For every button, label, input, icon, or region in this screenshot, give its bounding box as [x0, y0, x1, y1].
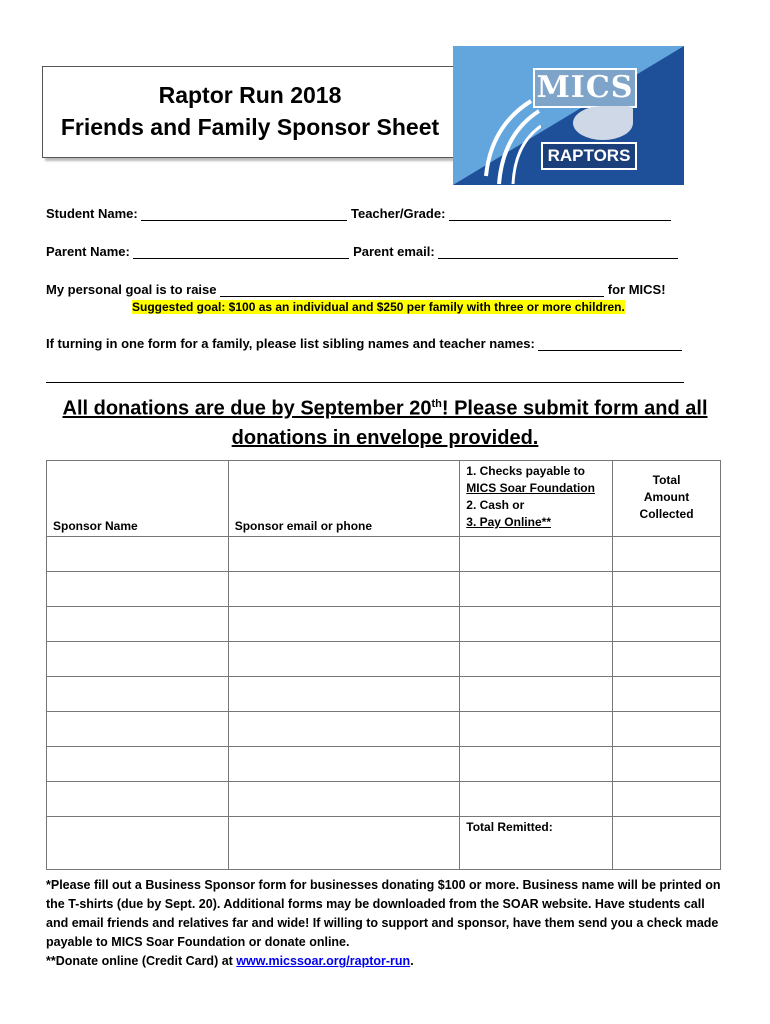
- sponsor-contact-cell[interactable]: [228, 607, 460, 642]
- sponsor-name-cell[interactable]: [47, 572, 229, 607]
- payment-cell[interactable]: [460, 537, 613, 572]
- table-row: [47, 607, 721, 642]
- amount-cell[interactable]: [613, 712, 721, 747]
- col-header-sponsor-contact: Sponsor email or phone: [228, 461, 460, 537]
- table-row: [47, 572, 721, 607]
- amount-cell[interactable]: [613, 782, 721, 817]
- business-sponsor-note: *Please fill out a Business Sponsor form for businesses donating $100 or more. Business name will be printed on the T-shirts (due by Sept. 20). Additional forms may be downloaded from the SOAR website. Have students call and email friends and relatives far and wide! If willing to support and sponsor, have them send you a check made payable to MICS Soar Foundation or donate online.: [46, 878, 721, 949]
- amount-cell[interactable]: [613, 607, 721, 642]
- student-name-row: [46, 206, 671, 221]
- payment-cell[interactable]: [460, 607, 613, 642]
- payment-cell[interactable]: [460, 572, 613, 607]
- sponsor-name-cell[interactable]: [47, 642, 229, 677]
- mics-raptors-logo: [453, 46, 684, 185]
- table-row: [47, 537, 721, 572]
- table-row: [47, 642, 721, 677]
- parent-name-field[interactable]: [133, 245, 349, 259]
- donate-online-note: **Donate online (Credit Card) at www.micssoar.org/raptor-run.: [46, 954, 414, 968]
- sponsor-name-cell[interactable]: [47, 712, 229, 747]
- sponsor-name-cell[interactable]: [47, 782, 229, 817]
- table-row: [47, 677, 721, 712]
- title-box: [42, 66, 458, 158]
- goal-suffix: for MICS!: [607, 282, 666, 297]
- suggested-goal-note: Suggested goal: $100 as an individual and $250 per family with three or more children.: [132, 300, 625, 314]
- goal-row: [46, 282, 666, 297]
- amount-cell[interactable]: [613, 677, 721, 712]
- total-remitted-label: Total Remitted:: [460, 817, 613, 870]
- payment-cell[interactable]: [460, 747, 613, 782]
- teacher-grade-label: Teacher/Grade:: [350, 206, 446, 221]
- table-row: [47, 782, 721, 817]
- sponsor-contact-cell[interactable]: [228, 712, 460, 747]
- col-header-sponsor-name: Sponsor Name: [47, 461, 229, 537]
- logo-raptors-text: RAPTORS: [541, 142, 637, 170]
- sponsor-name-cell[interactable]: [47, 747, 229, 782]
- table-header-row: [47, 461, 721, 537]
- total-remitted-amount[interactable]: [613, 817, 721, 870]
- sponsor-name-cell[interactable]: [47, 817, 229, 870]
- payment-cell[interactable]: [460, 712, 613, 747]
- footer-notes: [46, 876, 726, 971]
- sponsor-name-cell[interactable]: [47, 607, 229, 642]
- raptor-head-icon: [573, 106, 633, 140]
- teacher-grade-field[interactable]: [449, 207, 671, 221]
- col-header-total: Total Amount Collected: [613, 461, 721, 537]
- total-remitted-row: [47, 817, 721, 870]
- siblings-label: If turning in one form for a family, please list sibling names and teacher names:: [46, 336, 535, 351]
- siblings-row: [46, 336, 682, 351]
- parent-row: [46, 244, 678, 259]
- sponsor-table: [46, 460, 721, 870]
- sponsor-contact-cell[interactable]: [228, 572, 460, 607]
- sponsor-contact-cell[interactable]: [228, 642, 460, 677]
- goal-label: My personal goal is to raise: [46, 282, 217, 297]
- student-name-label: Student Name:: [46, 206, 138, 221]
- amount-cell[interactable]: [613, 747, 721, 782]
- payment-cell[interactable]: [460, 677, 613, 712]
- table-row: [47, 747, 721, 782]
- siblings-field[interactable]: [538, 337, 682, 351]
- parent-name-label: Parent Name:: [46, 244, 130, 259]
- claw-marks-icon: [481, 96, 541, 185]
- sponsor-contact-cell[interactable]: [228, 537, 460, 572]
- donate-link[interactable]: www.micssoar.org/raptor-run: [236, 954, 411, 968]
- due-date-notice: All donations are due by September 20th! Please submit form and all donations in envelope provided.: [62, 397, 708, 449]
- siblings-field-line-2[interactable]: [46, 382, 684, 383]
- sponsor-contact-cell[interactable]: [228, 747, 460, 782]
- sponsor-contact-cell[interactable]: [228, 677, 460, 712]
- page-subtitle: Friends and Family Sponsor Sheet: [60, 114, 440, 140]
- sponsor-name-cell[interactable]: [47, 537, 229, 572]
- sponsor-name-cell[interactable]: [47, 677, 229, 712]
- logo-mics-text: MICS: [533, 68, 637, 108]
- sponsor-contact-cell[interactable]: [228, 817, 460, 870]
- payment-cell[interactable]: [460, 642, 613, 677]
- table-row: [47, 712, 721, 747]
- sponsor-contact-cell[interactable]: [228, 782, 460, 817]
- payment-cell[interactable]: [460, 782, 613, 817]
- amount-cell[interactable]: [613, 537, 721, 572]
- page-title: Raptor Run 2018: [158, 82, 342, 108]
- amount-cell[interactable]: [613, 642, 721, 677]
- col-header-payment: 1. Checks payable to MICS Soar Foundation 2. Cash or 3. Pay Online**: [460, 461, 613, 537]
- goal-field[interactable]: [220, 283, 604, 297]
- suggested-goal-row: [132, 300, 625, 314]
- student-name-field[interactable]: [141, 207, 347, 221]
- amount-cell[interactable]: [613, 572, 721, 607]
- parent-email-label: Parent email:: [353, 244, 435, 259]
- parent-email-field[interactable]: [438, 245, 678, 259]
